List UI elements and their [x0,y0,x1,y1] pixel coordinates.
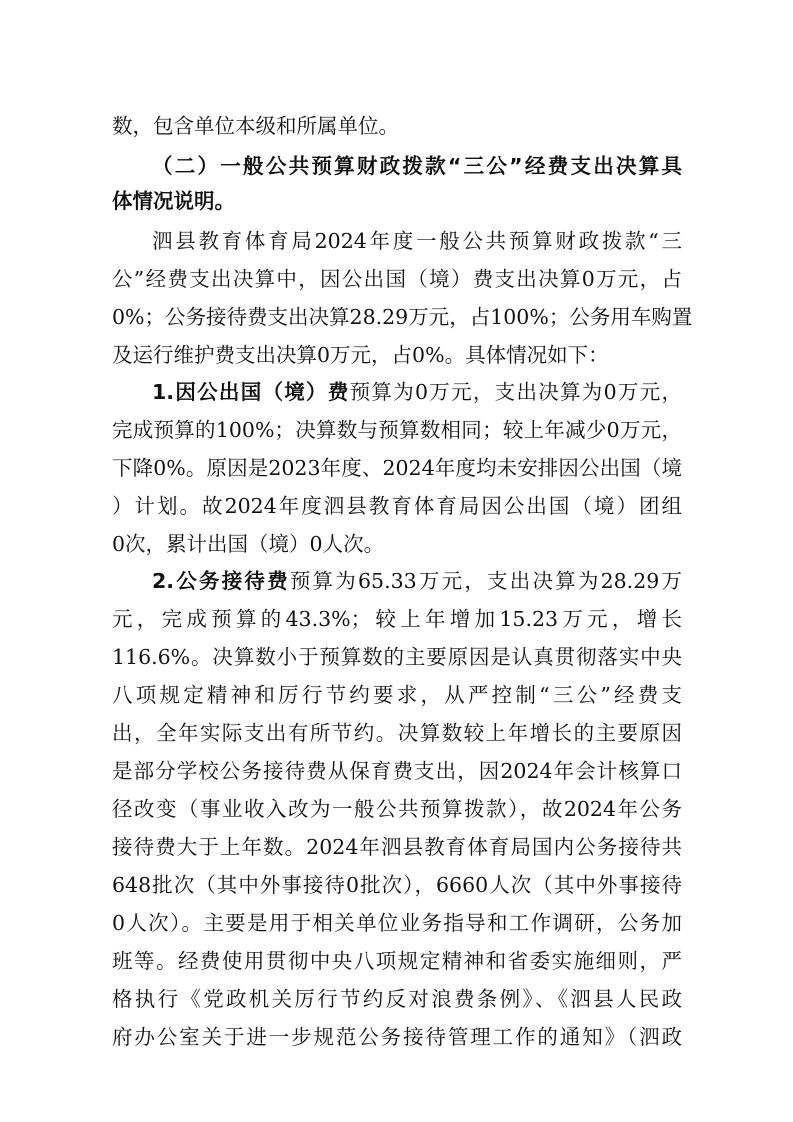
summary-line-3: 0%；公务接待费支出决算28.29万元，占100%；公务用车购置 [112,305,693,329]
section-heading-line-2: 体情况说明。 [112,189,235,213]
item1-line-2: 完成预算的100%；决算数与预算数相同；较上年减少0万元， [112,418,682,442]
item2-line-6: 是部分学校公务接待费从保育费支出，因2024年会计核算口 [112,759,682,783]
item2-line-3: 116.6%。决算数小于预算数的主要原因是认真贯彻落实中央 [112,645,682,669]
item2-line-5: 出，全年实际支出有所节约。决算数较上年增长的主要原因 [112,721,682,745]
item1-title: 1.因公出国（境）费 [152,380,350,404]
summary-line-4: 及运行维护费支出决算0万元，占0%。具体情况如下： [112,343,609,367]
item2-line-2: 元，完成预算的43.3%；较上年增加15.23万元，增长 [112,607,682,631]
item2-first-line [152,567,682,595]
item2-first-line-rest: 预算为65.33万元，支出决算为28.29万 [289,569,682,593]
item2-line-11: 班等。经费使用贯彻中央八项规定精神和省委实施细则，严 [112,949,682,973]
summary-line-2: 公”经费支出决算中，因公出国（境）费支出决算0万元，占 [112,267,682,291]
item2-line-4: 八项规定精神和厉行节约要求，从严控制“三公”经费支 [112,683,682,707]
item1-line-3: 下降0%。原因是2023年度、2024年度均未安排因公出国（境 [112,456,682,480]
item1-line-4: ）计划。故2024年度泗县教育体育局因公出国（境）团组 [112,494,682,518]
item2-line-13: 府办公室关于进一步规范公务接待管理工作的通知》（泗政 [112,1025,682,1049]
item2-line-9: 648批次（其中外事接待0批次），6660人次（其中外事接待 [112,873,682,897]
item1-first-line-rest: 预算为0万元，支出决算为0万元， [349,380,682,404]
item1-first-line [152,378,682,406]
item2-line-7: 径改变（事业收入改为一般公共预算拨款），故2024年公务 [112,797,682,821]
intro-tail-line: 数，包含单位本级和所属单位。 [112,114,399,138]
item2-line-12: 格执行《党政机关厉行节约反对浪费条例》、《泗县人民政 [112,987,682,1011]
item2-title: 2.公务接待费 [152,569,290,593]
summary-line-1: 泗县教育体育局2024年度一般公共预算财政拨款“三 [152,229,682,253]
item1-line-5: 0次，累计出国（境）0人次。 [112,532,385,556]
section-heading-line-1: （二）一般公共预算财政拨款“三公”经费支出决算具 [152,154,682,178]
item2-line-10: 0人次）。主要是用于相关单位业务指导和工作调研，公务加 [112,911,682,935]
item2-line-8: 接待费大于上年数。2024年泗县教育体育局国内公务接待共 [112,835,682,859]
